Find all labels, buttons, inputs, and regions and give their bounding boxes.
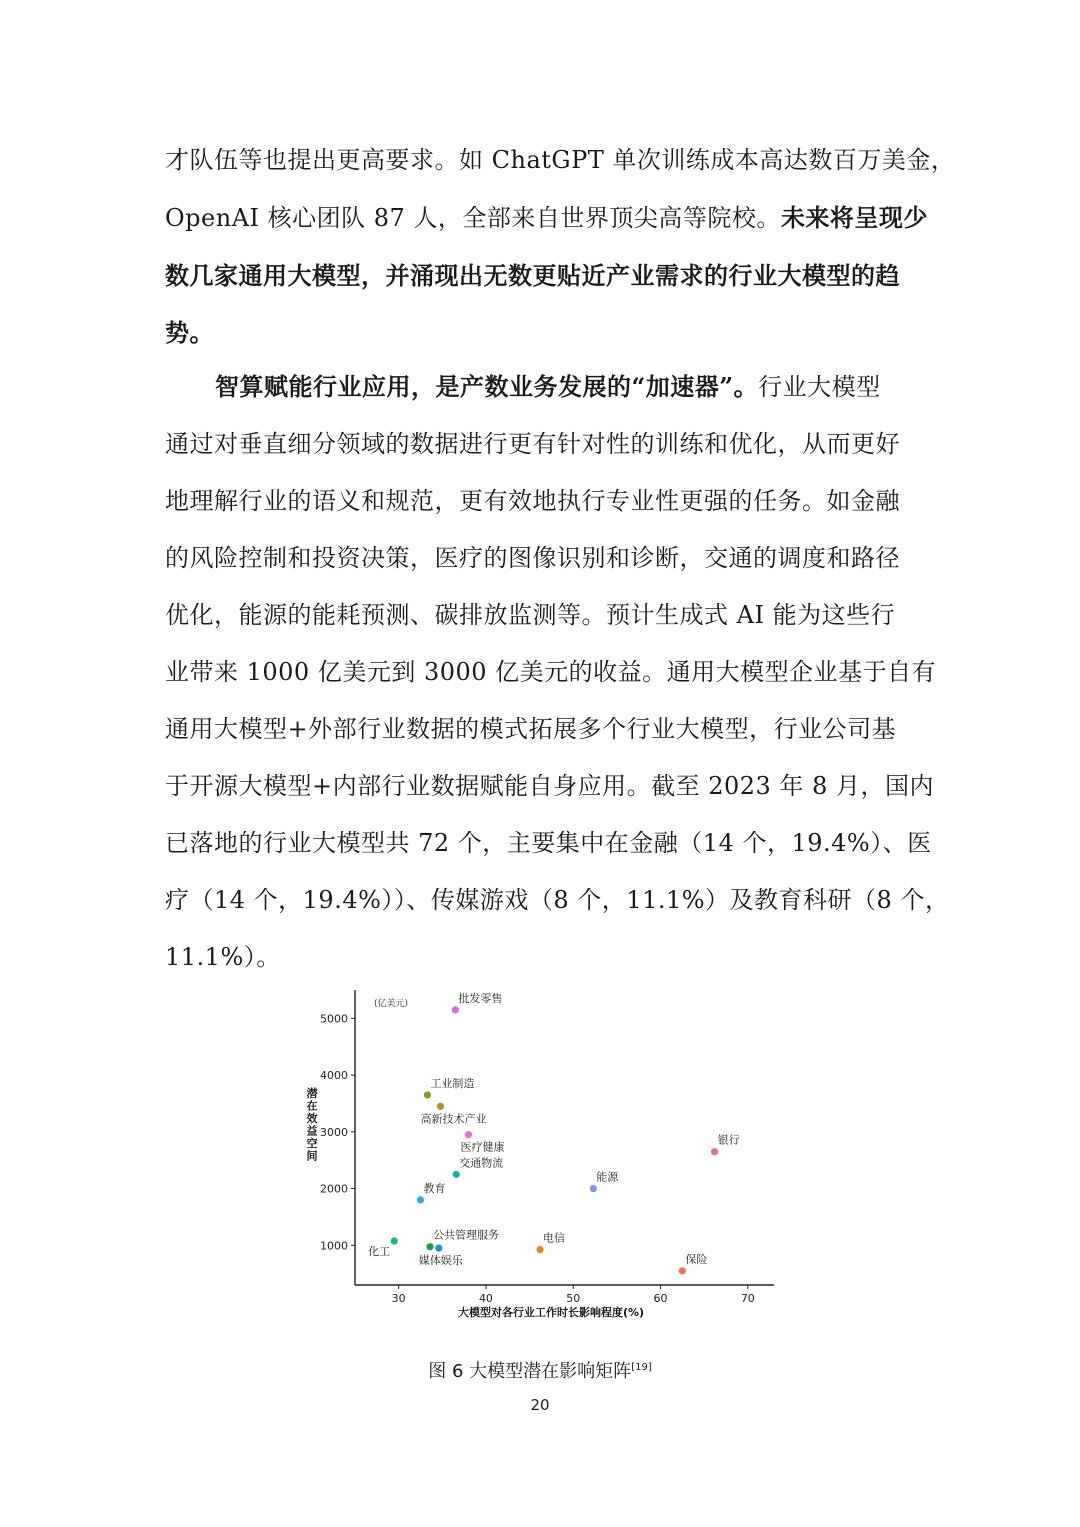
x-tick-label: 40 (478, 1292, 493, 1305)
data-point-label: 教育 (423, 1181, 446, 1195)
text-line: 优化，能源的能耗预测、碳排放监测等。预计生成式 AI 能为这些行 (165, 601, 896, 629)
data-point (453, 1171, 460, 1178)
y-tick-label: 4000 (320, 1069, 348, 1083)
caption-reference: [19] (631, 1362, 652, 1373)
y-axis-label-char: 在 (306, 1099, 318, 1113)
y-tick-label: 1000 (320, 1239, 348, 1253)
text-line: 通用大模型+外部行业数据的模式拓展多个行业大模型，行业公司基 (165, 715, 897, 743)
text-line: 通过对垂直细分领域的数据进行更有针对性的训练和优化，从而更好 (165, 430, 900, 458)
x-tick-label: 30 (391, 1292, 406, 1305)
data-point (452, 1006, 459, 1013)
paragraph-2 (165, 358, 950, 986)
y-axis-label-char: 益 (306, 1124, 318, 1138)
y-axis-label-char: 效 (306, 1112, 318, 1125)
text-line (165, 189, 928, 247)
data-point (679, 1267, 686, 1274)
data-point (590, 1185, 597, 1192)
text-line: 11.1%）。 (165, 943, 281, 971)
text-line: 地理解行业的语义和规范，更有效地执行专业性更强的任务。如金融 (165, 487, 900, 515)
text-line: 于开源大模型+内部行业数据赋能自身应用。截至 2023 年 8 月，国内 (165, 772, 934, 800)
y-axis-label-char: 空 (306, 1137, 318, 1150)
x-tick-label: 70 (740, 1292, 755, 1305)
text-line: 才队伍等也提出更高要求。如 ChatGPT 单次训练成本高达数百万美金， (165, 146, 956, 174)
data-point-label: 媒体娱乐 (418, 1254, 463, 1268)
data-point (417, 1196, 424, 1203)
data-point-label: 交通物流 (459, 1156, 504, 1170)
data-point-label: 银行 (717, 1133, 740, 1147)
scatter-chart (300, 985, 790, 1325)
text-line: 已落地的行业大模型共 72 个，主要集中在金融（14 个，19.4%）、医 (165, 829, 932, 857)
data-point (437, 1103, 444, 1110)
text-line: 业带来 1000 亿美元到 3000 亿美元的收益。通用大模型企业基于自有 (165, 658, 937, 686)
data-point-label: 批发零售 (458, 991, 503, 1005)
data-point-label: 电信 (543, 1231, 566, 1245)
data-point-label: 化工 (368, 1245, 391, 1259)
bold-text-line: 势。 (165, 318, 214, 347)
y-tick-label: 5000 (320, 1012, 348, 1026)
text-line: 的风险控制和投资决策，医疗的图像识别和诊断，交通的调度和路径 (165, 544, 900, 572)
caption-text: 图 6 大模型潜在影响矩阵 (428, 1361, 632, 1382)
data-point (536, 1246, 543, 1253)
paragraph-1 (165, 132, 956, 361)
data-point (391, 1237, 398, 1244)
text-segment: 行业大模型 (758, 373, 881, 401)
data-point-label: 高新技术产业 (420, 1112, 487, 1126)
bold-text-line: 数几家通用大模型，并涌现出无数更贴近产业需求的行业大模型的趋 (165, 261, 900, 290)
data-point-label: 公共管理服务 (433, 1228, 500, 1242)
y-tick-label: 3000 (320, 1125, 348, 1139)
data-point (426, 1243, 433, 1250)
data-point (465, 1131, 472, 1138)
x-tick-label: 60 (653, 1292, 668, 1305)
text-line: 疗（14 个，19.4%））、传媒游戏（8 个，11.1%）及教育科研（8 个， (165, 886, 950, 914)
data-point-label: 能源 (596, 1170, 619, 1184)
data-point-label: 保险 (685, 1252, 708, 1266)
data-point-label: 工业制造 (430, 1076, 475, 1090)
bold-text-segment: 未来将呈现少 (780, 203, 928, 232)
figure-caption (0, 1357, 1080, 1383)
y-tick-label: 2000 (320, 1182, 348, 1196)
y-axis-label-char: 间 (306, 1149, 318, 1163)
data-points (368, 991, 739, 1275)
text-segment: OpenAI 核心团队 87 人，全部来自世界顶尖高等院校。 (165, 204, 781, 232)
x-tick-label: 50 (566, 1292, 581, 1305)
data-point-label: 医疗健康 (460, 1140, 505, 1154)
bold-lead-text: 智算赋能行业应用，是产数业务发展的“加速器”。 (215, 372, 759, 401)
page-number: 20 (530, 1396, 550, 1414)
data-point (424, 1091, 431, 1098)
data-point (711, 1148, 718, 1155)
y-axis-label (307, 1086, 318, 1163)
y-axis-label-char: 潜 (306, 1087, 318, 1100)
text-line (165, 358, 925, 416)
x-axis-label: 大模型对各行业工作时长影响程度(%) (457, 1306, 645, 1319)
unit-label: (亿美元) (374, 999, 409, 1009)
data-point (435, 1245, 442, 1252)
